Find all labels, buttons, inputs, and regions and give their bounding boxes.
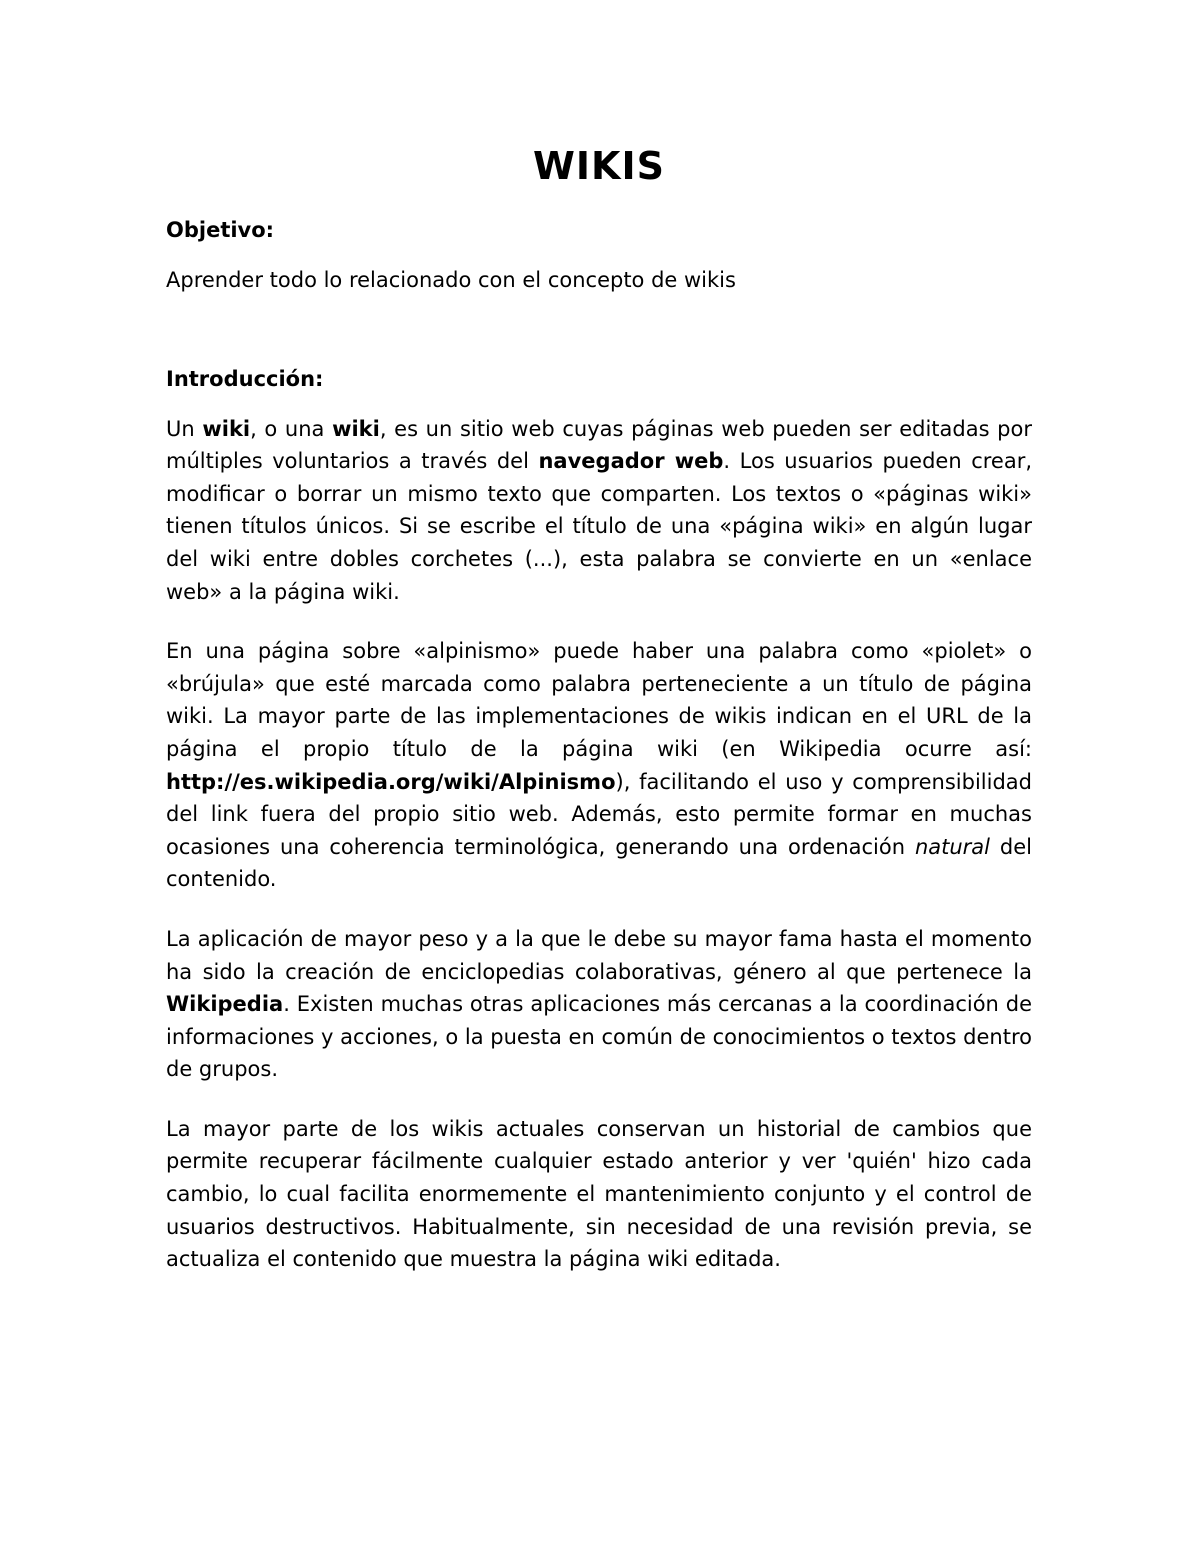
bold-url: http://es.wikipedia.org/wiki/Alpinismo <box>166 769 616 794</box>
intro-paragraph-3 <box>166 923 1032 1086</box>
text-span: , o una <box>250 416 333 441</box>
intro-paragraph-4 <box>166 1113 1032 1276</box>
document-title: WIKIS <box>532 144 665 188</box>
text-span: . Los usuarios pueden crear, modificar o borrar un mismo texto que comparten. Los textos o «páginas wiki» tienen títulos únicos. Si se escribe el título de una «página wiki» en algún lugar del wiki entre dobles corchetes (...), esta palabra se convierte en un «enlace web» a la página wiki. <box>166 449 1033 604</box>
intro-paragraph-1 <box>166 413 1032 609</box>
intro-paragraph-2 <box>166 635 1032 896</box>
bold-term-wikipedia: Wikipedia <box>166 992 284 1017</box>
bold-term-navegador-web: navegador web <box>538 449 724 474</box>
bold-term-wiki: wiki <box>202 416 251 441</box>
introduction-heading: Introducción: <box>166 366 324 391</box>
text-span: En una página sobre «alpinismo» puede haber una palabra como «piolet» o «brújula» que esté marcada como palabra perteneciente a un título de página wiki. La mayor parte de las implementaciones de wikis indican en el URL de la página el propio título de la página wiki (en Wikipedia ocurre así: <box>166 639 1032 761</box>
italic-term-natural: natural <box>914 834 991 859</box>
text-span: del contenido. <box>166 834 1032 892</box>
text-span: ), facilitando el uso y comprensibilidad del link fuera del propio sitio web. Además, esto permite formar en muchas ocasiones una coherencia terminológica, generando una ordenación <box>166 769 1032 859</box>
text-span: . Existen muchas otras aplicaciones más cercanas a la coordinación de informaciones y acciones, o la puesta en común de conocimientos o textos dentro de grupos. <box>166 992 1032 1082</box>
bold-term-wiki: wiki <box>332 416 380 441</box>
document-page <box>166 140 1032 1303</box>
objective-heading: Objetivo: <box>166 218 275 242</box>
text-span: La aplicación de mayor peso y a la que le debe su mayor fama hasta el momento ha sido la creación de enciclopedias colaborativas, género al que pertenece la <box>166 926 1032 984</box>
text-span: La mayor parte de los wikis actuales conservan un historial de cambios que permite recuperar fácilmente cualquier estado anterior y ver 'quién' hizo cada cambio, lo cual facilita enormemente el mantenimiento conjunto y el control de usuarios destructivos. Habitualmente, sin necesidad de una revisión previa, se actualiza el contenido que muestra la página wiki editada. <box>166 1116 1032 1272</box>
text-span: Un <box>166 416 203 441</box>
text-span: , es un sitio web cuyas páginas web pueden ser editadas por múltiples voluntarios a través del <box>166 416 1032 474</box>
objective-text: Aprender todo lo relacionado con el concepto de wikis <box>166 268 736 292</box>
